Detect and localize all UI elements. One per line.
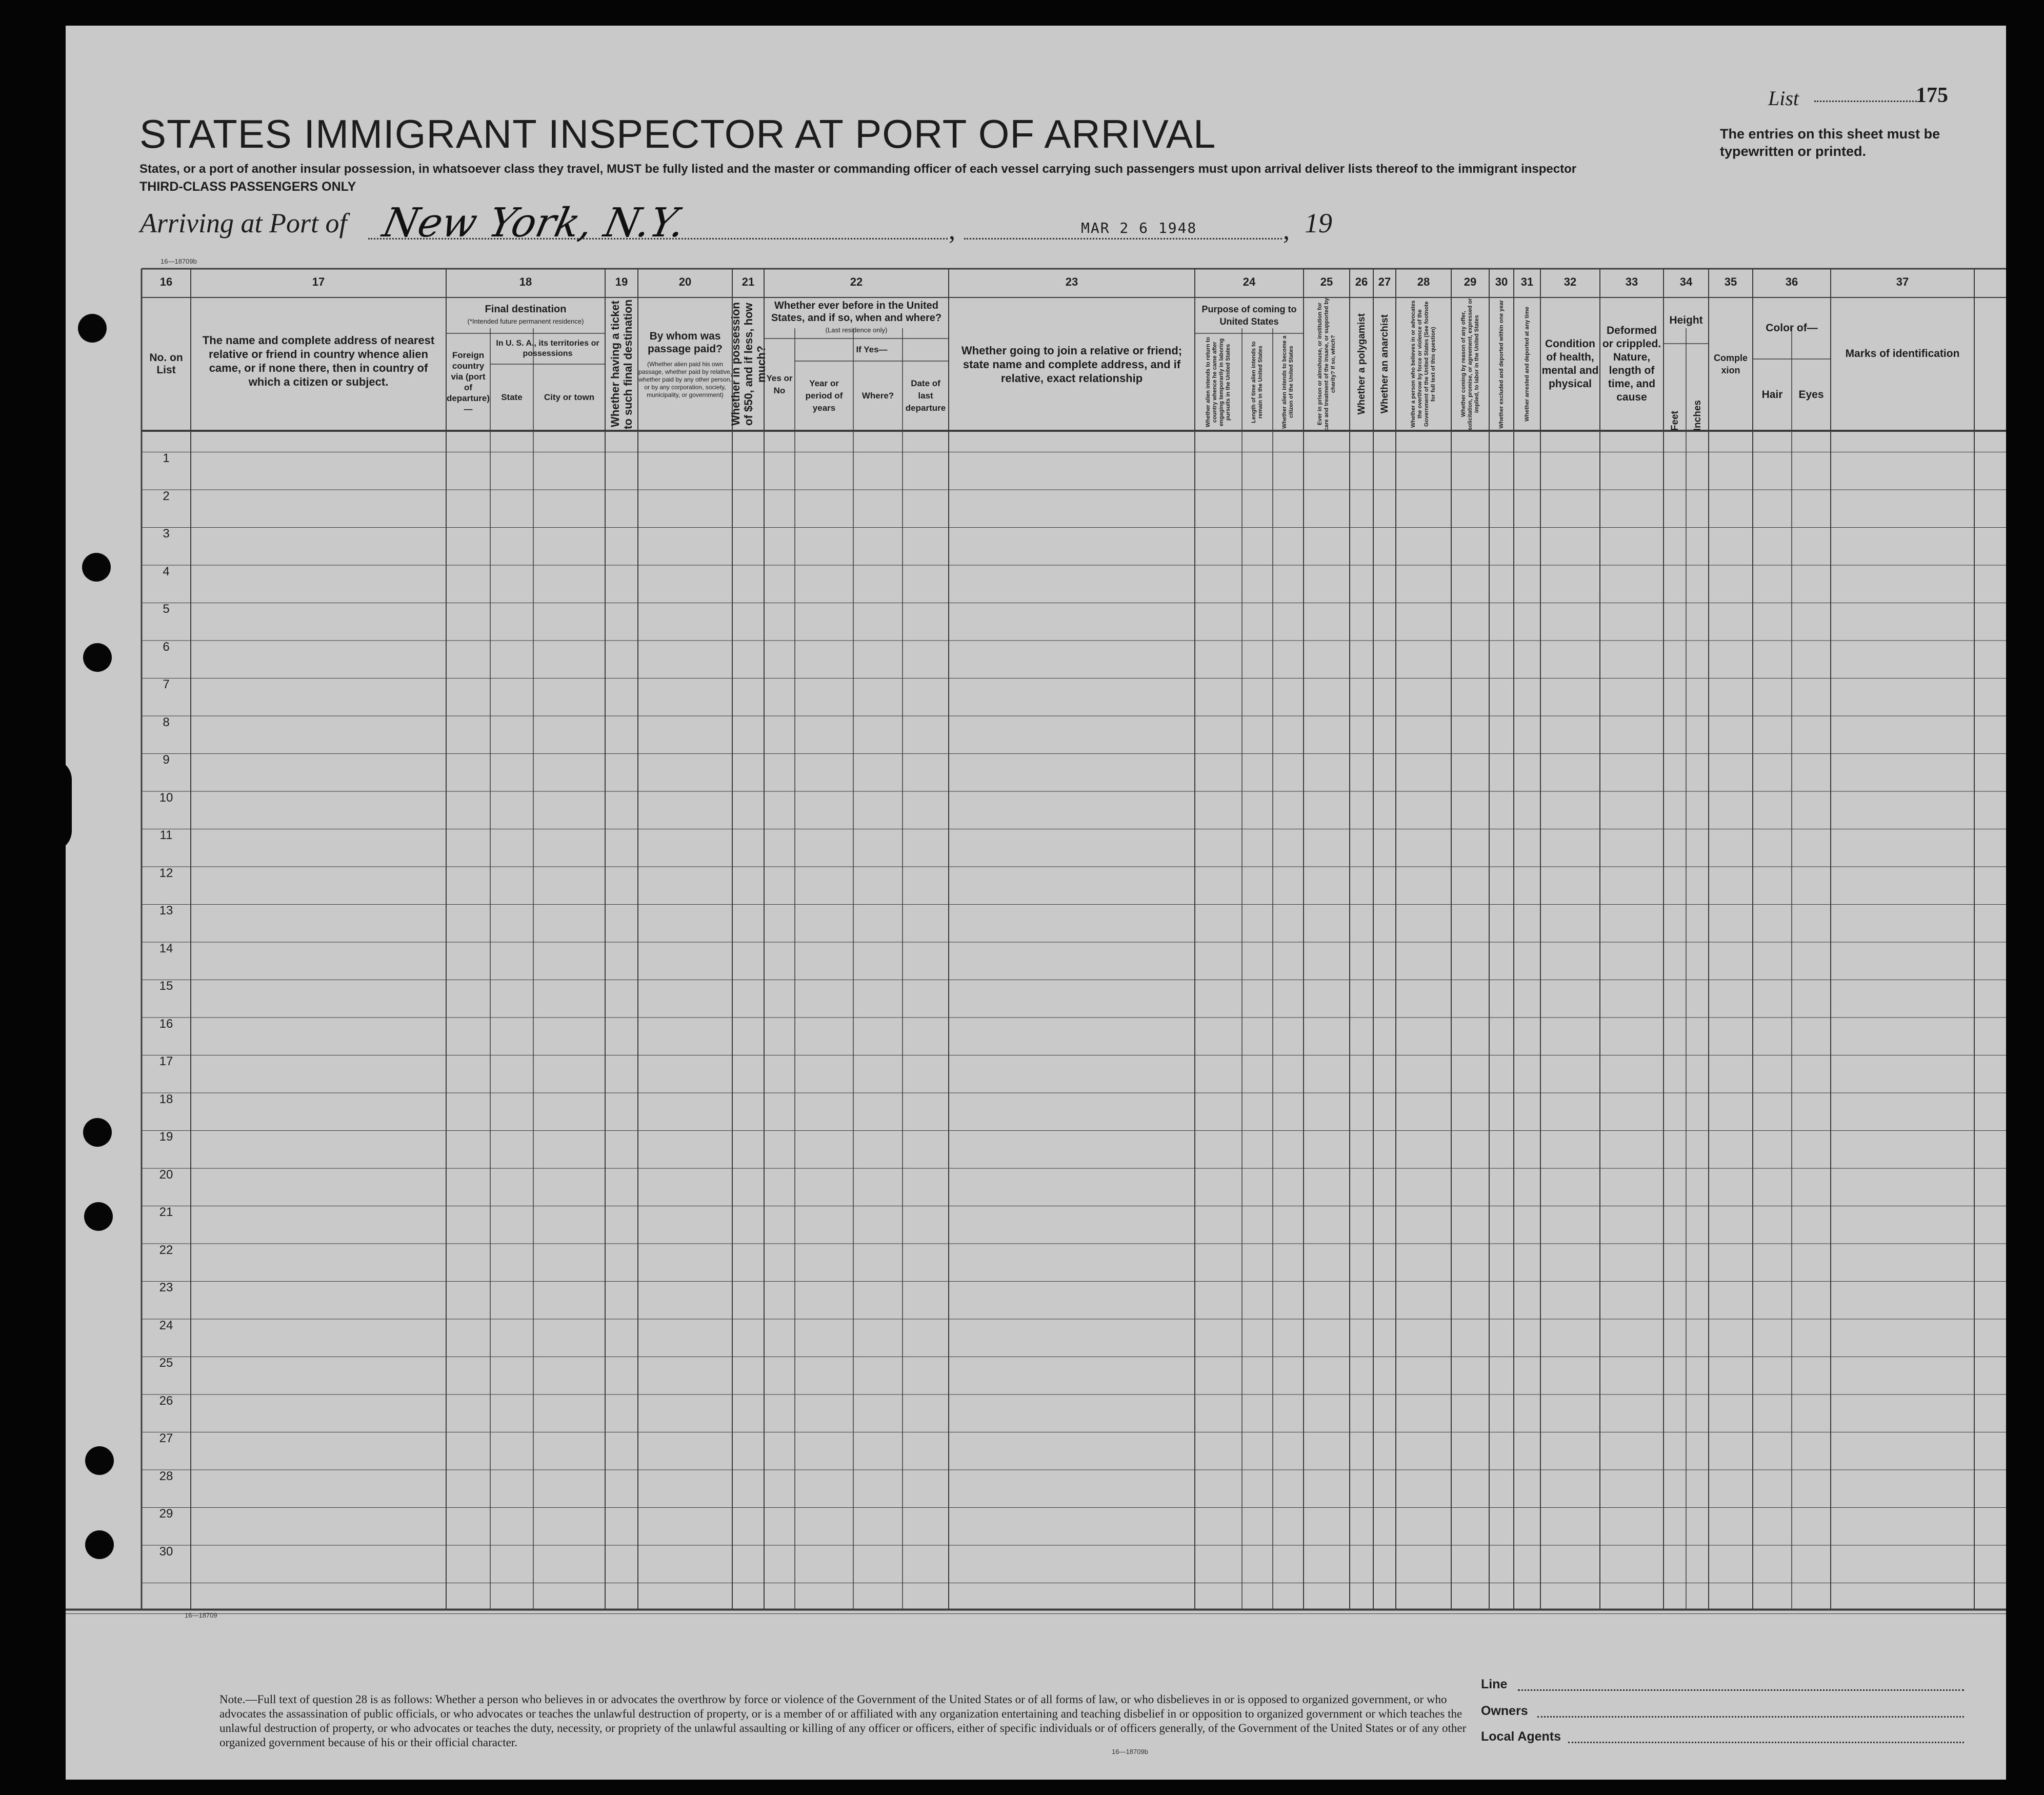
column-number: 28	[1417, 275, 1430, 288]
passage-paid-sub: (Whether alien paid his own passage, whether paid by relative, whether paid by any other person, or by any corporation, society, municipality, or government)	[638, 360, 732, 398]
typewrite-note: The entries on this sheet must be typewritten or printed.	[1720, 126, 1940, 159]
header-city: City or town	[544, 392, 595, 402]
column-number-row	[66, 269, 2006, 295]
header-deformed: Deformed or crippled. Nature, length of time, and cause	[1602, 325, 1661, 403]
row-number: 5	[163, 602, 170, 616]
column-number: 35	[1724, 275, 1737, 288]
header-relative-address: The name and complete address of nearest relative or friend in country whence alien came, or if none there, then in country of which a citizen or subject.	[202, 334, 435, 388]
header-join-relative: Whether going to join a relative or friend; state name and complete address, and if relative, exact relationship	[961, 344, 1183, 385]
header-foreign-country: Foreign country via (port of departure)—	[446, 350, 490, 414]
row-number: 21	[159, 1205, 173, 1219]
header-polygamist	[1350, 297, 1373, 431]
header-eyes: Eyes	[1798, 389, 1824, 401]
row-number: 16	[159, 1016, 173, 1031]
column-number: 33	[1625, 275, 1638, 288]
purpose-b-text: Length of time alien intends to remain in the United States	[1251, 341, 1264, 423]
header-state: State	[501, 392, 523, 402]
header-purpose-a	[1195, 333, 1242, 431]
header-anarchist	[1373, 297, 1396, 431]
header-prison	[1304, 297, 1350, 431]
binder-hole	[83, 643, 112, 672]
row-number: 7	[163, 677, 170, 691]
header-hair: Hair	[1761, 389, 1783, 401]
column-number: 23	[1065, 275, 1078, 288]
header-previous-stay	[764, 297, 949, 338]
row-number: 18	[159, 1092, 173, 1106]
header-overthrow	[1396, 297, 1451, 431]
binder-hole	[85, 1446, 114, 1475]
row-number: 20	[159, 1167, 173, 1182]
column-number: 34	[1679, 275, 1693, 288]
row-number: 6	[163, 640, 170, 654]
header-purpose: Purpose of coming to United States	[1201, 304, 1297, 327]
owners-label: Owners	[1481, 1704, 1528, 1718]
row-number: 22	[159, 1243, 173, 1257]
header-health: Condition of health, mental and physical	[1541, 338, 1599, 390]
row-number: 9	[163, 753, 170, 767]
binder-hole	[84, 1202, 113, 1231]
manifest-sheet	[66, 26, 2006, 1780]
column-number: 16	[159, 275, 173, 288]
class-note: THIRD-CLASS PASSENGERS ONLY	[139, 180, 356, 194]
row-number: 10	[159, 790, 173, 805]
list-label: List	[1768, 87, 1799, 110]
purpose-a-text: Whether alien intends to return to country whence he came after engaging temporarily in laboring pursuits in the United States	[1205, 337, 1231, 428]
header-if-yes: If Yes—	[856, 345, 888, 354]
column-number: 26	[1355, 275, 1368, 288]
header-money	[729, 297, 768, 431]
row-number: 2	[163, 489, 170, 503]
agents-signature-line	[1568, 1742, 1964, 1743]
binder-hole	[85, 1530, 114, 1559]
excluded-text: Whether excluded and deported within one year	[1498, 300, 1505, 429]
column-number: 37	[1896, 275, 1909, 288]
column-number: 27	[1378, 275, 1391, 288]
form-code-bottom: 16—18709	[185, 1611, 217, 1619]
row-number: 1	[163, 451, 170, 465]
header-list-number: No. on List	[149, 352, 183, 376]
list-number: 175	[1916, 84, 1948, 107]
final-destination-title: Final destination	[485, 304, 567, 315]
purpose-c-text: Whether alien intends to become a citizen of the United States	[1281, 335, 1294, 429]
column-number: 18	[519, 275, 532, 288]
column-header-row	[66, 297, 2006, 431]
anarchist-text: Whether an anarchist	[1379, 314, 1390, 414]
column-number: 17	[312, 275, 325, 288]
polygamist-text: Whether a polygamist	[1356, 313, 1367, 415]
binder-hole	[78, 314, 107, 343]
column-number: 22	[850, 275, 863, 288]
page-subtitle: States, or a port of another insular possession, in whatsoever class they travel, MUST be fully listed and the master or commanding officer of each vessel carrying such passengers must upon arrival deliver lists thereof to the immigrant inspector	[139, 162, 1577, 176]
previous-stay-title: Whether ever before in the United States, and if so, when and where?	[771, 300, 942, 324]
line-label: Line	[1481, 1677, 1508, 1691]
agents-label: Local Agents	[1481, 1729, 1561, 1744]
row-number: 28	[159, 1469, 173, 1483]
column-number: 24	[1243, 275, 1256, 288]
footnote-question-28: Note.—Full text of question 28 is as follows: Whether a person who believes in or advocates the overthrow by force or violence of the Government of the United States or of all forms of law, or who disbelieves in or is opposed to organized government, or who advocates the assassination of public officials, or who advocates or teaches the unlawful destruction of property, or is a member of or affiliated with any organization entertaining and teaching disbelief in or opposition to organized government or which teaches the unlawful destruction of property, or who advocates or teaches the duty, necessity, or propriety of the unlawful assaulting or killing of any officer or officers, either of specific individuals or of officers generally, of the Government of the United States or of any other organized government because of his or their official character.	[219, 1693, 1467, 1749]
form-code-note: 16—18709b	[1112, 1748, 1148, 1756]
header-where: Where?	[861, 391, 894, 401]
column-number: 31	[1520, 275, 1534, 288]
header-purpose-b	[1242, 333, 1273, 431]
comma-separator: ,	[1283, 216, 1290, 245]
row-number: 13	[159, 904, 173, 918]
row-number: 25	[159, 1356, 173, 1370]
line-signature-line	[1518, 1689, 1964, 1691]
header-ticket	[605, 297, 638, 431]
feet-text: Feet	[1669, 410, 1680, 431]
row-number: 14	[159, 941, 173, 955]
inches-text: Inches	[1692, 400, 1703, 431]
page-title: STATES IMMIGRANT INSPECTOR AT PORT OF ARRIVAL	[139, 111, 1216, 156]
header-inches	[1686, 344, 1709, 436]
row-number: 24	[159, 1318, 173, 1332]
arrested-text: Whether arrested and deported at any time	[1524, 307, 1530, 422]
header-in-usa: In U. S. A., its territories or possessions	[496, 339, 599, 358]
header-excluded	[1489, 297, 1514, 431]
previous-stay-sub: (Last residence only)	[825, 326, 888, 334]
row-number: 3	[163, 527, 170, 541]
overthrow-text: Whether a person who believes in or advocates the overthrow by force or violence of the Government of the United States (See footnote for full text of this question)	[1410, 300, 1436, 428]
passage-paid-title: By whom was passage paid?	[648, 330, 723, 355]
row-number: 19	[159, 1130, 173, 1144]
header-color-of: Color of—	[1766, 322, 1818, 334]
final-destination-sub: (*Intended future permanent residence)	[467, 317, 584, 325]
header-passage-paid	[638, 297, 732, 431]
column-number: 30	[1495, 275, 1508, 288]
header-year-period: Year or period of years	[805, 378, 843, 413]
row-number: 12	[159, 866, 173, 880]
row-number: 4	[163, 564, 170, 579]
header-final-destination	[446, 297, 605, 333]
row-number: 15	[159, 979, 173, 993]
row-number: 30	[159, 1544, 173, 1559]
header-yes-no: Yes or No	[766, 373, 793, 395]
column-number: 25	[1320, 275, 1333, 288]
header-feet	[1664, 344, 1686, 436]
header-complexion: Complexion	[1713, 353, 1748, 375]
row-number: 29	[159, 1507, 173, 1521]
owners-signature-line	[1537, 1716, 1964, 1718]
column-number: 36	[1785, 275, 1798, 288]
row-number: 17	[159, 1054, 173, 1068]
arriving-label: Arriving at Port of	[140, 208, 347, 238]
header-purpose-c	[1273, 333, 1304, 431]
date-stamp: MAR 2 6 1948	[1081, 220, 1197, 236]
comma-separator: ,	[949, 216, 955, 245]
port-handwritten: New York, N.Y.	[378, 200, 689, 246]
column-number: 21	[742, 275, 755, 288]
row-number: 8	[163, 715, 170, 729]
ticket-text: Whether having a ticket to such final destination	[609, 299, 634, 429]
column-number: 32	[1564, 275, 1577, 288]
header-arrested	[1514, 297, 1540, 431]
form-code-top: 16—18709b	[161, 257, 197, 265]
torn-edge	[51, 759, 72, 851]
binder-hole	[83, 1118, 112, 1147]
year-prefix: 19	[1305, 208, 1332, 238]
labor-offer-text: Whether coming by reason of any offer, solicitation, promise, or agreement, expressed or implied, to labor in the United States	[1460, 298, 1480, 430]
column-number: 19	[615, 275, 628, 288]
row-number: 11	[159, 828, 173, 842]
row-number: 27	[159, 1431, 173, 1445]
column-number: 20	[678, 275, 692, 288]
header-last-departure: Date of last departure	[905, 378, 946, 413]
header-labor-offer	[1451, 297, 1489, 431]
column-number: 29	[1464, 275, 1477, 288]
prison-text: Ever in prison or almshouse, or institution for care and treatment of the insane, or supported by charity? If so, which?	[1316, 297, 1336, 431]
money-text: Whether in possession of $50, and if less, how much?	[729, 302, 768, 426]
header-height: Height	[1669, 314, 1703, 326]
row-number: 23	[159, 1281, 173, 1294]
header-marks: Marks of identification	[1845, 348, 1960, 360]
binder-hole	[82, 553, 111, 582]
row-number: 26	[159, 1393, 173, 1408]
